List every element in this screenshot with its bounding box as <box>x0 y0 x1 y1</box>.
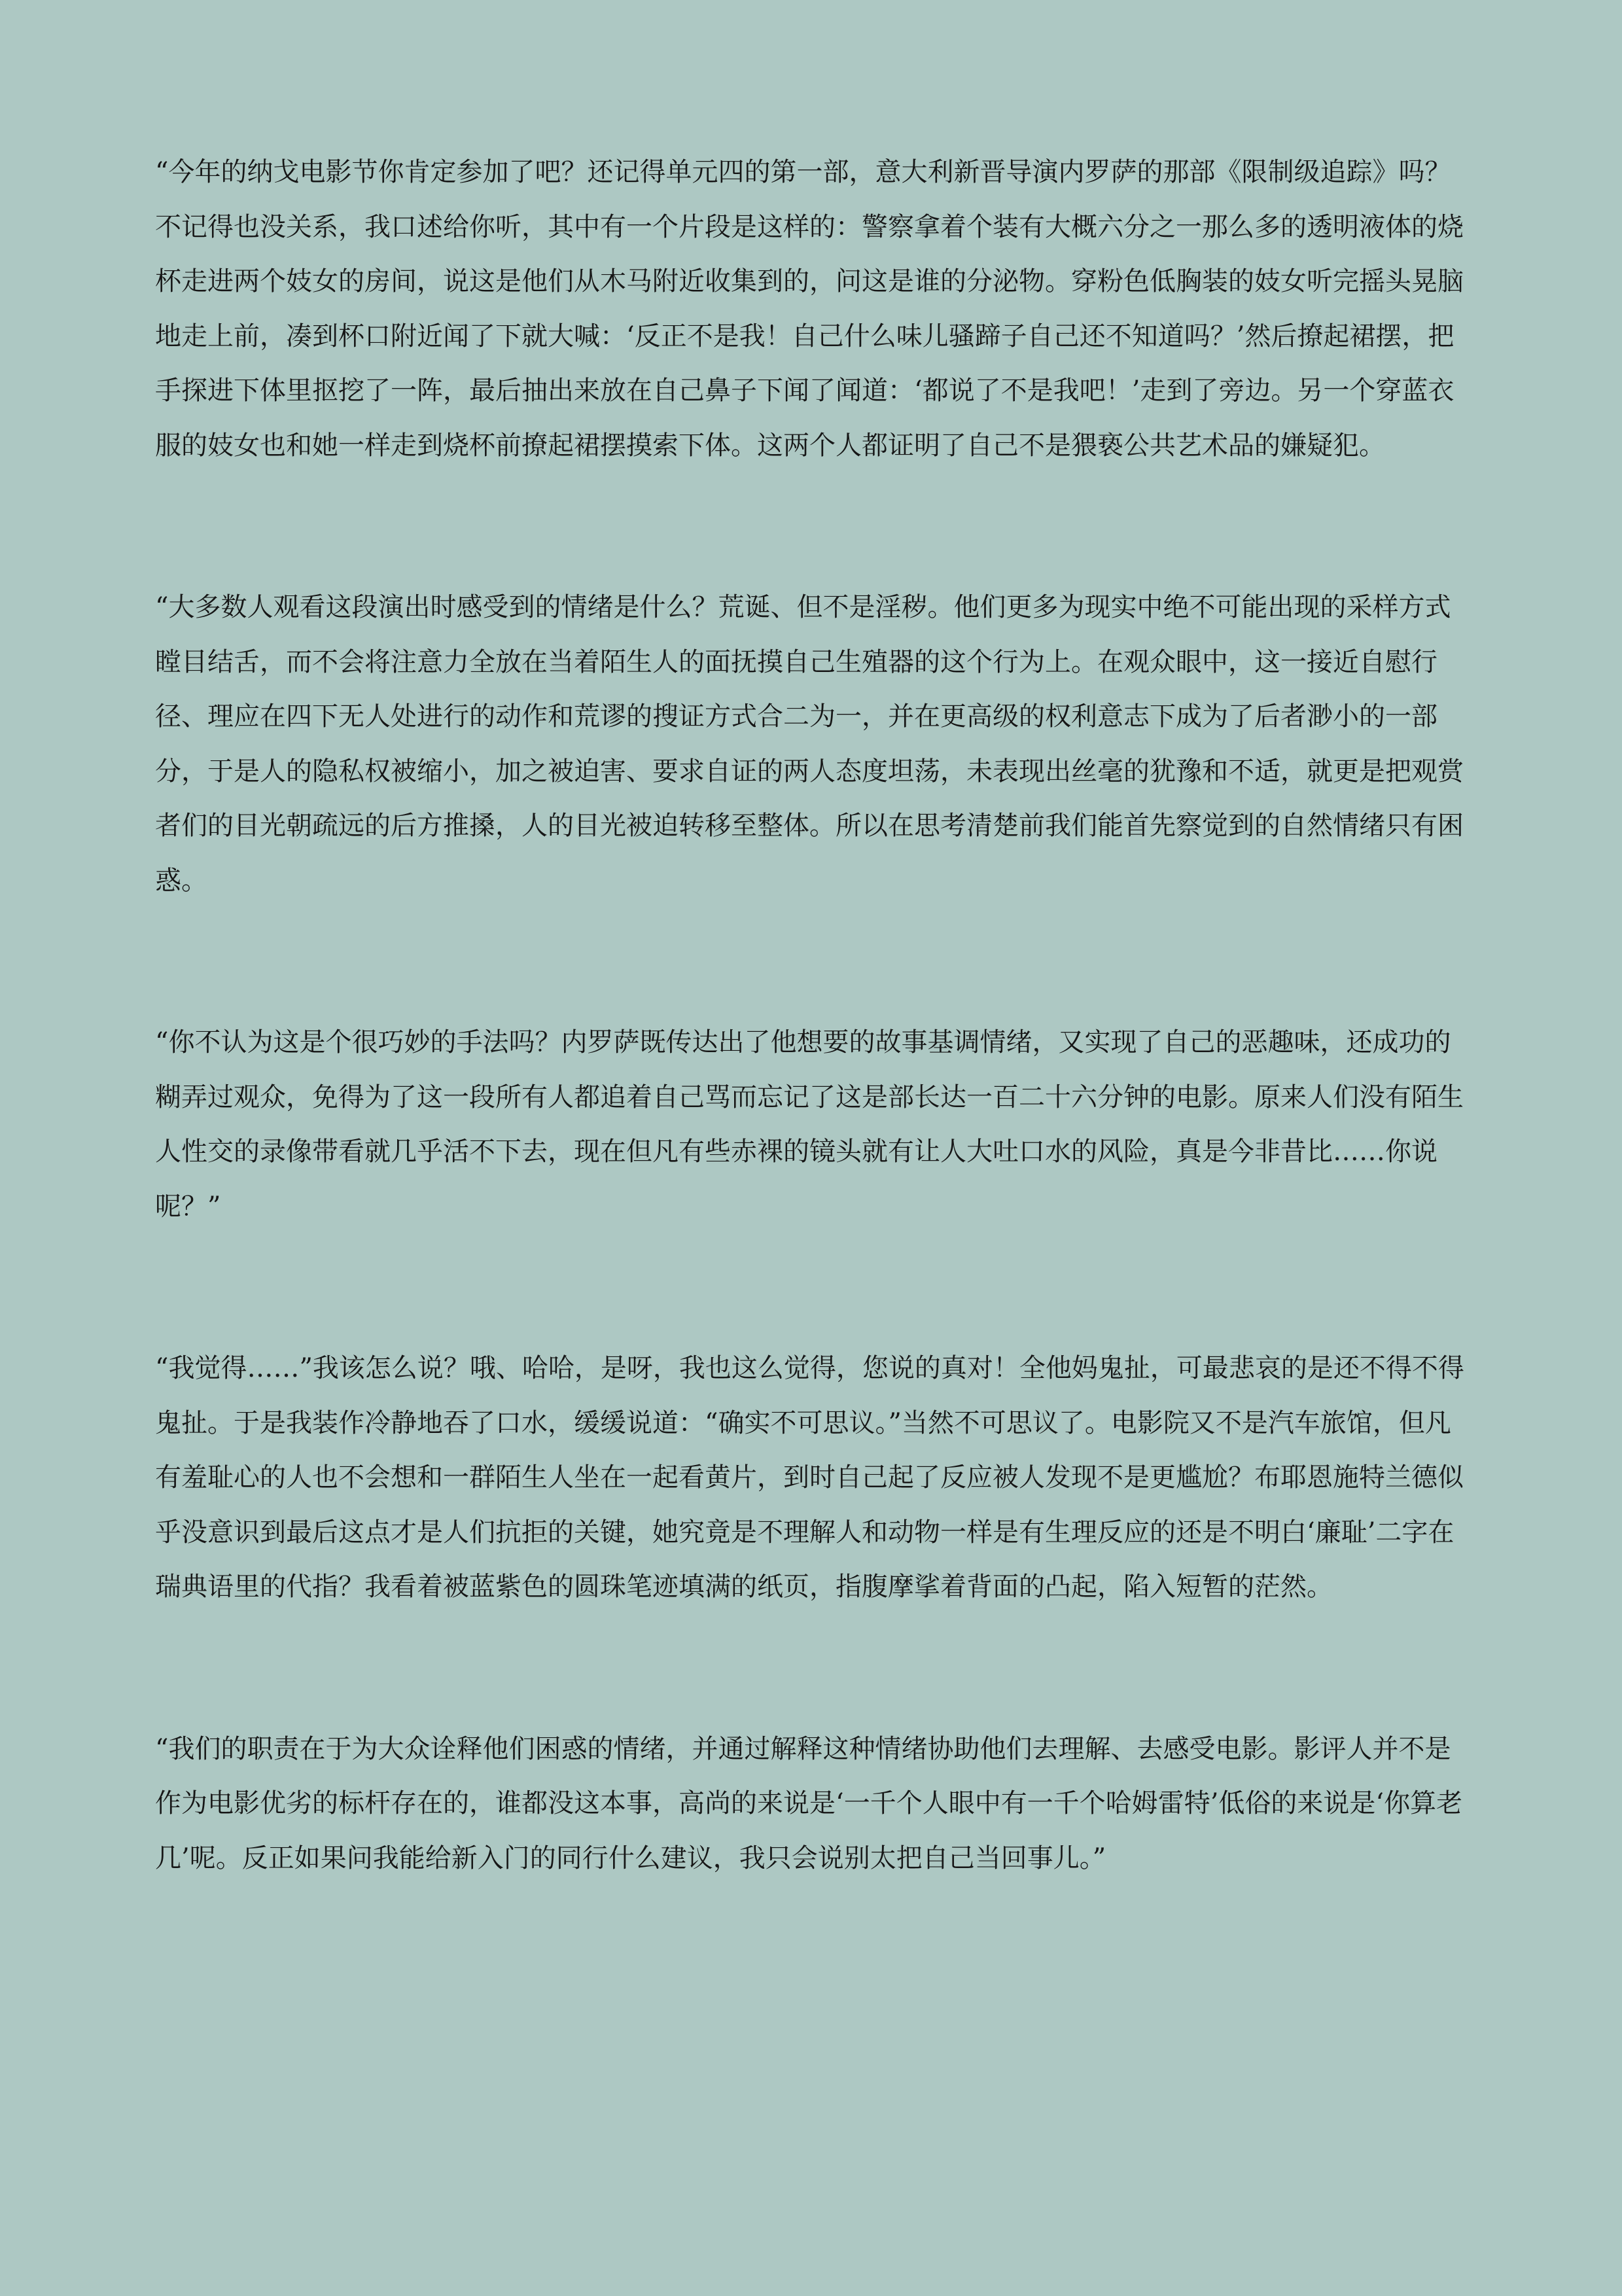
paragraph-4: “我觉得……”我该怎么说？哦、哈哈，是呀，我也这么觉得，您说的真对！全他妈鬼扯，可最悲哀的是还不得不得鬼扯。于是我装作冷静地吞了口水，缓缓说道：“确实不可思议。”当然不可思议了。电影院又不是汽车旅馆，但凡有羞耻心的人也不会想和一群陌生人坐在一起看黄片，到时自己起了反应被人发现不是更尴尬？布耶恩施特兰德似乎没意识到最后这点才是人们抗拒的关键，她究竟是不理解人和动物一样是有生理反应的还是不明白‘廉耻’二字在瑞典语里的代指？我看着被蓝紫色的圆珠笔迹填满的纸页，指腹摩挲着背面的凸起，陷入短暂的茫然。 <box>155 1353 1464 1602</box>
paragraph-5: “我们的职责在于为大众诠释他们困惑的情绪，并通过解释这种情绪协助他们去理解、去感受电影。影评人并不是作为电影优劣的标杆存在的，谁都没这本事，高尚的来说是‘一千个人眼中有一千个哈姆雷特’低俗的来说是‘你算老几’呢。反正如果问我能给新入门的同行什么建议，我只会说别太把自己当回事儿。” <box>155 1733 1463 1873</box>
paragraph-3: “你不认为这是个很巧妙的手法吗？内罗萨既传达出了他想要的故事基调情绪，又实现了自己的恶趣味，还成功的糊弄过观众，免得为了这一段所有人都追着自己骂而忘记了这是部长达一百二十六分钟的电影。原来人们没有陌生人性交的录像带看就几乎活不下去，现在但凡有些赤裸的镜头就有让人大吐口水的风险，真是今非昔比……你说呢？” <box>155 1027 1464 1222</box>
paragraph-1: “今年的纳戈电影节你肯定参加了吧？还记得单元四的第一部，意大利新晋导演内罗萨的那部《限制级追踪》吗？不记得也没关系，我口述给你听，其中有一个片段是这样的：警察拿着个装有大概六分之一那么多的透明液体的烧杯走进两个妓女的房间，说这是他们从木马附近收集到的，问这是谁的分泌物。穿粉色低胸装的妓女听完摇头晃脑地走上前，凑到杯口附近闻了下就大喊：‘反正不是我！自己什么味儿骚蹄子自己还不知道吗？’然后撩起裙摆，把手探进下体里抠挖了一阵，最后抽出来放在自己鼻子下闻了闻道：‘都说了不是我吧！’走到了旁边。另一个穿蓝衣服的妓女也和她一样走到烧杯前撩起裙摆摸索下体。这两个人都证明了自己不是猥亵公共艺术品的嫌疑犯。 <box>155 157 1464 461</box>
document-page <box>155 145 1470 1886</box>
paragraph-2: “大多数人观看这段演出时感受到的情绪是什么？荒诞、但不是淫秽。他们更多为现实中绝不可能出现的采样方式瞠目结舌，而不会将注意力全放在当着陌生人的面抚摸自己生殖器的这个行为上。在观众眼中，这一接近自慰行径、理应在四下无人处进行的动作和荒谬的搜证方式合二为一，并在更高级的权利意志下成为了后者渺小的一部分，于是人的隐私权被缩小，加之被迫害、要求自证的两人态度坦荡，未表现出丝毫的犹豫和不适，就更是把观赏者们的目光朝疏远的后方推搡，人的目光被迫转移至整体。所以在思考清楚前我们能首先察觉到的自然情绪只有困惑。 <box>155 592 1464 896</box>
